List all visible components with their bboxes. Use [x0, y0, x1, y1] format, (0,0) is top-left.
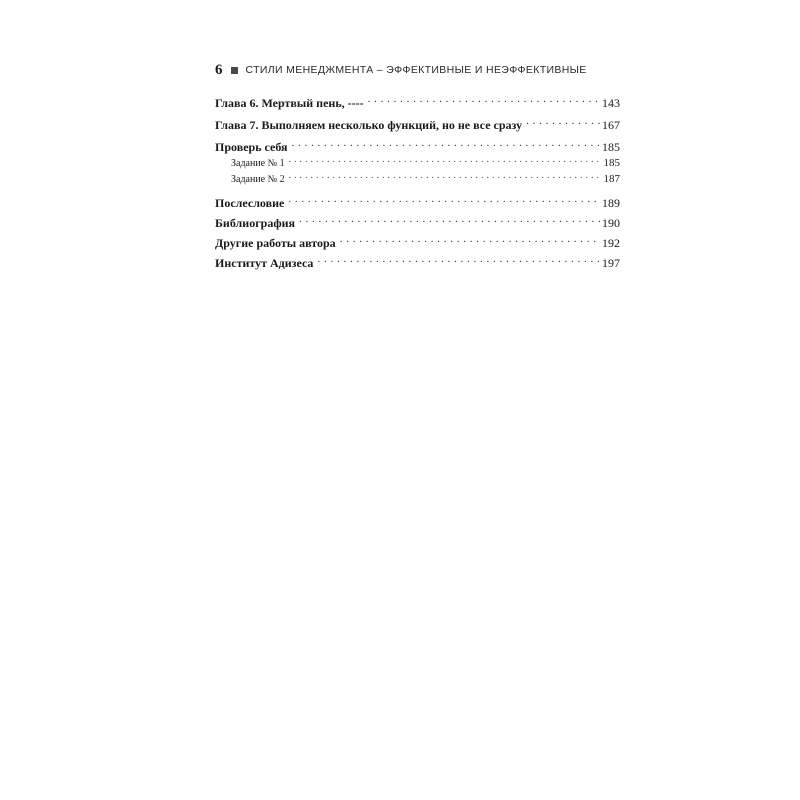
toc-entry-label: Глава 6. Мертвый пень, ----	[215, 96, 364, 110]
toc-entry-afterword[interactable]	[215, 195, 620, 211]
page-number: 6	[215, 62, 223, 78]
dot-leader	[526, 117, 600, 129]
toc-entry-page: 192	[602, 236, 620, 250]
toc-entry-bibliography[interactable]	[215, 215, 620, 231]
toc-entry-self-check[interactable]	[215, 139, 620, 155]
running-head	[215, 60, 625, 80]
toc-entry-page: 189	[602, 196, 620, 210]
toc-entry-page: 143	[602, 96, 620, 110]
dot-leader	[289, 172, 602, 182]
dot-leader	[299, 215, 600, 227]
dot-leader	[340, 235, 600, 247]
toc-entry-page: 197	[602, 256, 620, 270]
toc-entry-label: Институт Адизеса	[215, 256, 314, 270]
toc-entry-page: 187	[603, 173, 620, 185]
toc-entry-other-works[interactable]	[215, 235, 620, 251]
square-bullet-icon	[231, 67, 238, 74]
dot-leader	[289, 156, 602, 166]
toc-entry-label: Задание № 1	[231, 158, 285, 169]
dot-leader	[292, 139, 600, 151]
dot-leader	[317, 255, 600, 267]
dot-leader	[368, 95, 600, 107]
toc-entry-page: 185	[603, 157, 620, 169]
toc-entry-label: Глава 7. Выполняем несколько функций, но не все сразу	[215, 118, 523, 132]
toc-entry-label: Послесловие	[215, 196, 285, 210]
toc-entry-chapter-7[interactable]	[215, 117, 620, 133]
table-of-contents	[215, 95, 620, 271]
running-title: СТИЛИ МЕНЕДЖМЕНТА – ЭФФЕКТИВНЫЕ И НЕЭФФЕКТИВНЫЕ	[245, 64, 587, 76]
toc-entry-page: 167	[602, 118, 620, 132]
dot-leader	[288, 195, 600, 207]
toc-entry-label: Задание № 2	[231, 174, 285, 185]
toc-entry-adizes-institute[interactable]	[215, 255, 620, 271]
toc-entry-task-2[interactable]	[215, 172, 620, 187]
toc-entry-page: 190	[602, 216, 620, 230]
toc-entry-label: Библиография	[215, 216, 296, 230]
toc-entry-task-1[interactable]	[215, 156, 620, 171]
toc-entry-page: 185	[602, 140, 620, 154]
toc-entry-chapter-6[interactable]	[215, 95, 620, 111]
toc-entry-label: Другие работы автора	[215, 236, 336, 250]
toc-entry-label: Проверь себя	[215, 140, 288, 154]
